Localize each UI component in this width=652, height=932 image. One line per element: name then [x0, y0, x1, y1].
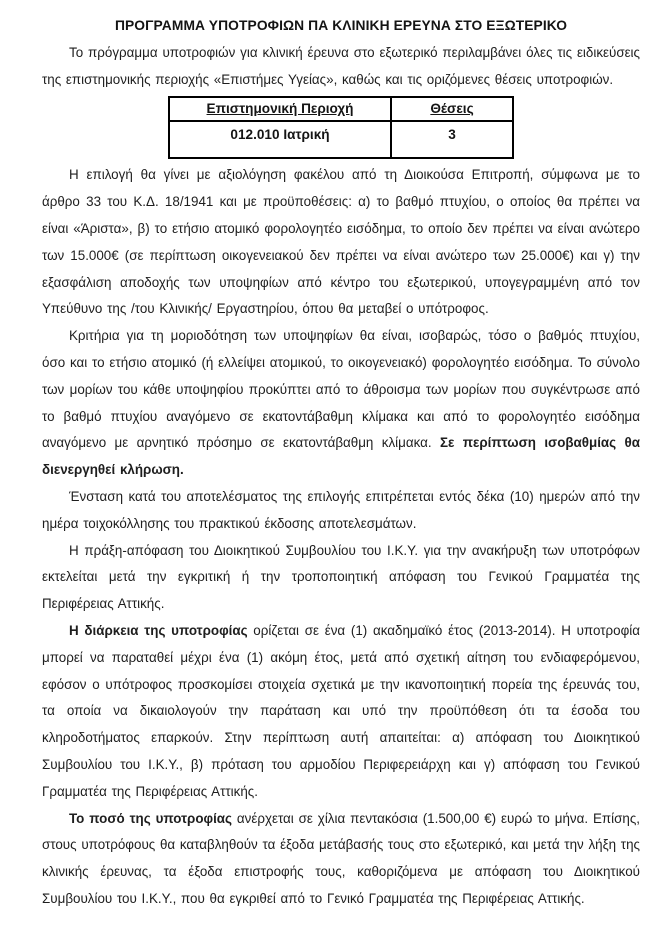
table-header-positions: Θέσεις	[391, 97, 513, 121]
paragraph-text-bold: Το ποσό της υποτροφίας	[69, 810, 233, 826]
paragraph-text: Κριτήρια για τη μοριοδότηση των υποψηφίων θα είναι, ισοβαρώς, τόσο ο βαθμός πτυχίου, όσο και το ετήσιο ατομικό (ή ελλείψει ατομικού, το οικογενειακό) φορολογητέο εισόδημα. Το σύνολο των μορίων του κάθε υποψηφίου προκύπτει από το άθροισμα των μορίων που συγκέντρωσε από το βαθμό πτυχίου αναγόμενο σε εκατοντάβαθμη κλίμακα και από το φορολογητέο εισόδημα αναγόμενο με αρνητικό πρόσημο σε εκατοντάβαθμη κλίμακα.	[42, 328, 640, 451]
paragraph-amount	[42, 806, 640, 913]
paragraph-text: ανέρχεται σε χίλια πεντακόσια (1.500,00 €) ευρώ το μήνα. Επίσης, στους υποτρόφους θα καταβληθούν τα έξοδα μετάβασής τους στο εξωτερικό, και μετά την λήξη της κλινικής έρευνας, τα έξοδα επιστροφής τους, καθοριζόμενα με απόφαση του Διοικητικού Συμβουλίου του Ι.Κ.Υ., που θα εγκριθεί από το Γενικό Γραμματέα της Περιφέρειας Αττικής.	[42, 810, 640, 906]
table-header-row	[169, 97, 513, 121]
table-cell-scientific-area: 012.010 Ιατρική	[169, 121, 391, 158]
paragraph-text: Το πρόγραμμα υποτροφιών για κλινική έρευνα στο εξωτερικό περιλαμβάνει όλες τις ειδικεύσεις της επιστημονικής περιοχής «Επιστήμες Υγείας», καθώς και τις οριζόμενες θέσεις υποτροφιών.	[42, 44, 640, 87]
paragraph-criteria	[42, 323, 640, 484]
paragraph-objection	[42, 484, 640, 538]
paragraph-text: Ένσταση κατά του αποτελέσματος της επιλογής επιτρέπεται εντός δέκα (10) ημερών από την ημέρα τοιχοκόλλησης του πρακτικού έκδοσης αποτελεσμάτων.	[42, 488, 640, 531]
paragraph-decision	[42, 538, 640, 618]
table-header-scientific-area: Επιστημονική Περιοχή	[169, 97, 391, 121]
paragraph-text: Η επιλογή θα γίνει με αξιολόγηση φακέλου από τη Διοικούσα Επιτροπή, σύμφωνα με το άρθρο 33 του Κ.Δ. 18/1941 και με προϋποθέσεις: α) το βαθμό πτυχίου, ο οποίος θα πρέπει να είναι «Άριστα», β) το ετήσιο ατομικό φορολογητέο εισόδημα, το οποίο δεν πρέπει να είναι ανώτερο των 15.000€ (σε περίπτωση οικογενειακού δεν πρέπει να είναι ανώτερο των 25.000€) και γ) την εξασφάλιση αποδοχής των υποψηφίων από κέντρο του εξωτερικού, υπογεγραμμένη από τον Υπεύθυνο της /του Κλινικής/ Εργαστηρίου, όπου θα μεταβεί ο υπότροφος.	[42, 167, 640, 317]
table-row	[169, 121, 513, 158]
paragraph-text: Η πράξη-απόφαση του Διοικητικού Συμβουλίου του Ι.Κ.Υ. για την ανακήρυξη των υποτρόφων εκτελείται μετά την εγκριτική ή την τροποποιητική απόφαση του Γενικού Γραμματέα της Περιφέρειας Αττικής.	[42, 542, 640, 612]
paragraph-text: ορίζεται σε ένα (1) ακαδημαϊκό έτος (2013-2014). Η υποτροφία μπορεί να παραταθεί μέχρι ένα (1) ακόμη έτος, μετά από σχετική αίτηση του ενδιαφερόμενου, εφόσον ο υπότροφος προσκομίσει στοιχεία σχετικά με την ικανοποιητική πορεία της έρευνάς του, τα οποία να δικαιολογούν την παράταση και υπό την προϋπόθεση ότι τα έσοδα του κληροδοτήματος επαρκούν. Στην περίπτωση αυτή απαιτείται: α) απόφαση του Διοικητικού Συμβουλίου του Ι.Κ.Υ., β) πρόταση του αρμοδίου Περιφερειάρχη και γ) απόφαση του Γενικού Γραμματέα της Περιφέρειας Αττικής.	[42, 622, 640, 799]
paragraph-text-bold: Η διάρκεια της υποτροφίας	[69, 622, 248, 638]
document-title: ΠΡΟΓΡΑΜΜΑ ΥΠΟΤΡΟΦΙΩΝ ΠΑ ΚΛΙΝΙΚΗ ΕΡΕΥΝΑ ΣΤΟ ΕΞΩΤΕΡΙΚΟ	[114, 18, 568, 33]
table-cell-positions: 3	[391, 121, 513, 158]
paragraph-duration	[42, 618, 640, 806]
paragraph-intro	[42, 40, 640, 94]
positions-table	[168, 96, 514, 159]
paragraph-text-bold: Σε περίπτωση ισοβαθμίας θα διενεργηθεί κλήρωση.	[42, 435, 640, 478]
paragraph-selection	[42, 162, 640, 323]
